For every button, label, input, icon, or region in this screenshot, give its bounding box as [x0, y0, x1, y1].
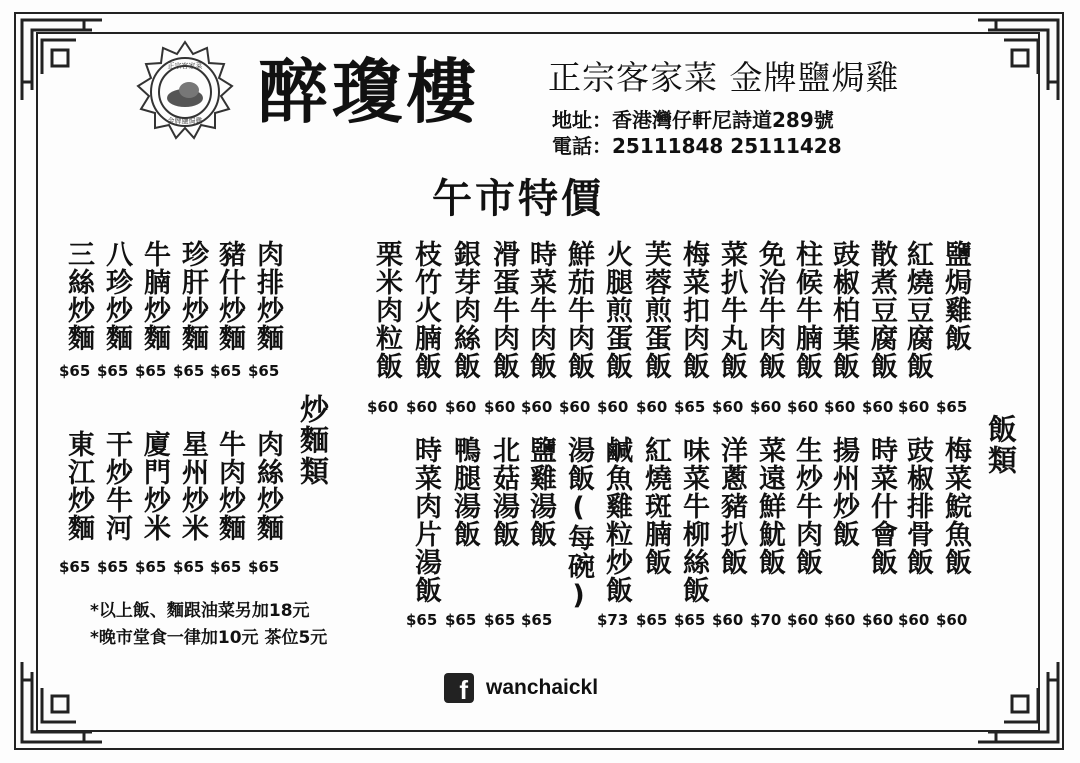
menu-item-name: 廈門炒米 [139, 430, 170, 542]
restaurant-logo-seal [133, 40, 237, 144]
menu-item-name: 湯飯(每碗) [563, 436, 594, 612]
menu-item-price: $60 [898, 611, 930, 629]
menu-item-price: $60 [712, 398, 744, 416]
menu-item-name: 鮮茄牛肉飯 [563, 240, 594, 380]
menu-item-name: 牛肉炒麵 [214, 430, 245, 542]
menu-item-price: $65 [97, 362, 129, 380]
restaurant-address: 地址：香港灣仔軒尼詩道289號 [552, 108, 834, 132]
menu-item-price: $60 [484, 398, 516, 416]
corner-ornament-top-left [14, 12, 106, 104]
menu-item-price: $65 [59, 558, 91, 576]
menu-item-price: $60 [521, 398, 553, 416]
menu-item-price: $60 [712, 611, 744, 629]
menu-item-name: 滑蛋牛肉飯 [488, 240, 519, 380]
menu-item-name: 肉排炒麵 [252, 240, 283, 352]
menu-item-name: 豉椒排骨飯 [902, 436, 933, 576]
menu-item-name: 柱候牛腩飯 [791, 240, 822, 380]
menu-item-price: $60 [750, 398, 782, 416]
facebook-icon[interactable]: f [444, 673, 474, 703]
menu-item-name: 八珍炒麵 [101, 240, 132, 352]
menu-item-price: $70 [750, 611, 782, 629]
menu-item-price: $65 [445, 611, 477, 629]
menu-item-name: 鹽焗雞飯 [940, 240, 971, 352]
menu-item-price: $60 [445, 398, 477, 416]
menu-item-name: 鹽雞湯飯 [525, 436, 556, 548]
menu-item-price: $65 [484, 611, 516, 629]
svg-text:正宗客家菜: 正宗客家菜 [167, 62, 203, 70]
menu-item-name: 時菜牛肉飯 [525, 240, 556, 380]
menu-item-name: 時菜肉片湯飯 [410, 436, 441, 604]
menu-heading: 午市特價 [432, 176, 604, 222]
menu-item-name: 豬什炒麵 [214, 240, 245, 352]
menu-item-name: 味菜牛柳絲飯 [678, 436, 709, 604]
menu-item-price: $60 [824, 398, 856, 416]
menu-item-name: 紅燒豆腐飯 [902, 240, 933, 380]
restaurant-name: 醉瓊樓 [258, 50, 480, 133]
menu-item-price: $60 [597, 398, 629, 416]
menu-item-name: 梅菜鯇魚飯 [940, 436, 971, 576]
menu-item-price: $65 [248, 558, 280, 576]
menu-item-name: 珍肝炒麵 [177, 240, 208, 352]
menu-item-price: $65 [674, 611, 706, 629]
menu-item-price: $60 [898, 398, 930, 416]
menu-item-name: 東江炒麵 [63, 430, 94, 542]
menu-item-name: 菜扒牛丸飯 [716, 240, 747, 380]
menu-item-price: $65 [521, 611, 553, 629]
menu-item-price: $60 [787, 611, 819, 629]
menu-item-name: 時菜什會飯 [866, 436, 897, 576]
menu-item-name: 干炒牛河 [101, 430, 132, 542]
menu-item-price: $73 [597, 611, 629, 629]
menu-item-price: $65 [97, 558, 129, 576]
menu-item-price: $60 [936, 611, 968, 629]
menu-item-price: $60 [636, 398, 668, 416]
menu-item-price: $65 [135, 558, 167, 576]
menu-item-price: $60 [787, 398, 819, 416]
menu-item-price: $65 [210, 362, 242, 380]
note-dinner-surcharge: *晚市堂食一律加10元 茶位5元 [90, 628, 328, 648]
menu-item-price: $60 [367, 398, 399, 416]
menu-item-price: $65 [936, 398, 968, 416]
note-extra-vegetables: *以上飯、麵跟油菜另加18元 [90, 601, 310, 621]
menu-item-name: 鴨腿湯飯 [449, 436, 480, 548]
menu-item-name: 芙蓉煎蛋飯 [640, 240, 671, 380]
corner-ornament-top-right [974, 12, 1066, 104]
menu-item-name: 菜遠鮮魷飯 [754, 436, 785, 576]
menu-item-name: 洋蔥豬扒飯 [716, 436, 747, 576]
corner-ornament-bottom-right [974, 658, 1066, 750]
menu-item-name: 生炒牛肉飯 [791, 436, 822, 576]
menu-item-price: $65 [135, 362, 167, 380]
menu-item-name: 栗米肉粒飯 [371, 240, 402, 380]
menu-item-price: $60 [559, 398, 591, 416]
menu-item-price: $65 [59, 362, 91, 380]
menu-item-name: 北菇湯飯 [488, 436, 519, 548]
menu-item-name: 牛腩炒麵 [139, 240, 170, 352]
menu-item-name: 鹹魚雞粒炒飯 [601, 436, 632, 604]
menu-item-name: 星州炒米 [177, 430, 208, 542]
restaurant-tagline: 正宗客家菜 金牌鹽焗雞 [548, 58, 900, 97]
restaurant-phone: 電話：25111848 25111428 [552, 134, 842, 158]
menu-item-name: 火腿煎蛋飯 [601, 240, 632, 380]
menu-item-name: 三絲炒麵 [63, 240, 94, 352]
menu-item-name: 免治牛肉飯 [754, 240, 785, 380]
menu-item-price: $65 [210, 558, 242, 576]
menu-item-price: $60 [862, 398, 894, 416]
menu-item-price: $60 [406, 398, 438, 416]
svg-text:金牌鹽焗雞: 金牌鹽焗雞 [167, 117, 203, 125]
menu-item-price: $60 [824, 611, 856, 629]
menu-item-name: 豉椒柏葉飯 [828, 240, 859, 380]
rice-category-label: 飯類 [984, 414, 1018, 476]
menu-item-price: $65 [248, 362, 280, 380]
menu-item-name: 紅燒斑腩飯 [640, 436, 671, 576]
menu-item-price: $65 [173, 558, 205, 576]
menu-item-price: $65 [636, 611, 668, 629]
menu-item-name: 散煮豆腐飯 [866, 240, 897, 380]
menu-item-price: $65 [173, 362, 205, 380]
menu-item-price: $65 [674, 398, 706, 416]
menu-item-name: 銀芽肉絲飯 [449, 240, 480, 380]
menu-item-name: 梅菜扣肉飯 [678, 240, 709, 380]
noodle-category-label: 炒麵類 [296, 394, 330, 487]
facebook-handle[interactable]: wanchaickl [486, 676, 599, 699]
menu-item-price: $65 [406, 611, 438, 629]
menu-item-name: 枝竹火腩飯 [410, 240, 441, 380]
menu-item-price: $60 [862, 611, 894, 629]
menu-item-name: 肉絲炒麵 [252, 430, 283, 542]
corner-ornament-bottom-left [14, 658, 106, 750]
menu-item-name: 揚州炒飯 [828, 436, 859, 548]
